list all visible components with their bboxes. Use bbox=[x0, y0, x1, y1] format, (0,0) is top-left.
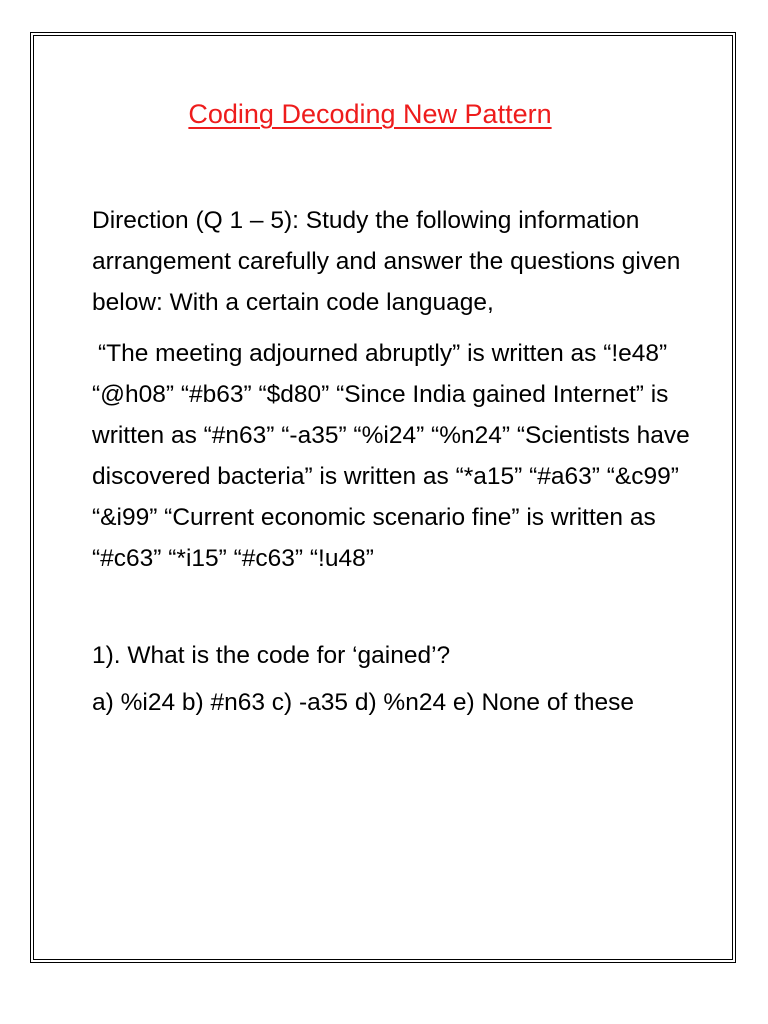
document-title: Coding Decoding New Pattern bbox=[188, 99, 552, 129]
code-examples-paragraph: “The meeting adjourned abruptly” is written as “!e48” “@h08” “#b63” “$d80” “Since India gained Internet” is written as “#n63” “-a35” “%i24” “%n24” “Scientists have discovered bacteria” is written as “*a15” “#a63” “&c99” “&i99” “Current economic scenario fine” is written as “#c63” “*i15” “#c63” “!u48” bbox=[92, 340, 690, 572]
document-body bbox=[92, 200, 692, 723]
question-1-options: a) %i24 b) #n63 c) -a35 d) %n24 e) None of these bbox=[92, 689, 635, 716]
direction-paragraph: Direction (Q 1 – 5): Study the following information arrangement carefully and answer the questions given below: With a certain code language, bbox=[92, 207, 681, 316]
question-1: 1). What is the code for ‘gained’? bbox=[92, 642, 451, 669]
